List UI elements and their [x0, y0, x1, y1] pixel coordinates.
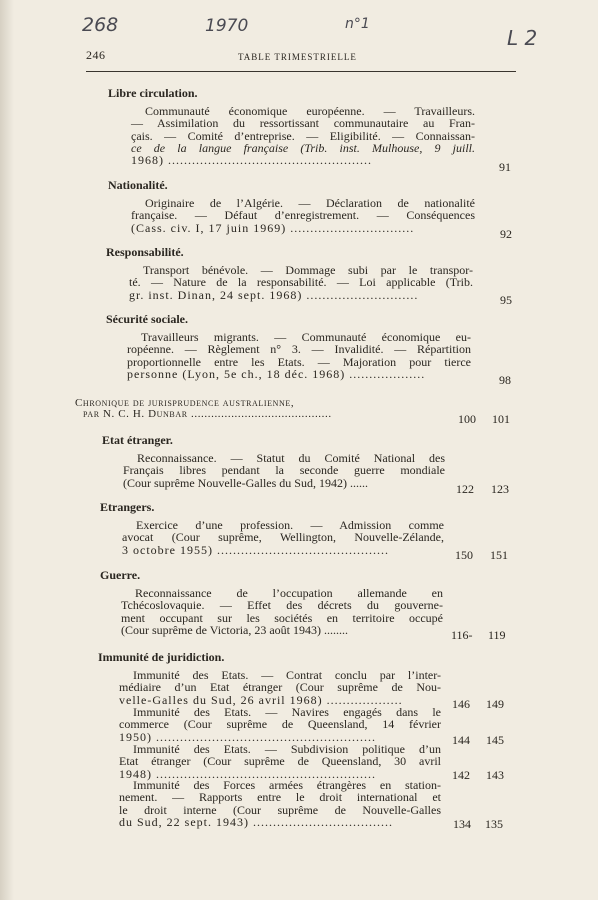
page-ref: 92 — [500, 227, 512, 241]
page-ref-end: 143 — [486, 768, 504, 782]
entry-line: (Cour suprême de Victoria, 23 août 1943) ........ — [121, 622, 349, 637]
entry-line: le droit interne (Cour suprême de Nouvelle-Galles — [119, 802, 441, 817]
entry-line: Communauté économique européenne. — Travailleurs. — [145, 104, 475, 118]
chronicle-title — [75, 398, 332, 420]
entry-line: gr. inst. Dinan, 24 sept. 1968) ............................ — [129, 287, 419, 302]
section-heading-guerre: Guerre. — [100, 568, 141, 582]
chronicle-line: Chronique de jurisprudence australienne, — [75, 397, 295, 409]
entry-line: 1950) ....................................................... — [119, 729, 376, 744]
page-ref-end: 149 — [486, 697, 504, 711]
entry-line: çais. — Comité d’entreprise. — Eligibilité. — Connaissan- — [131, 128, 475, 143]
entry-line: Tchécoslovaquie. — Effet des décrets du gouverne- — [121, 598, 443, 613]
handwritten-note-year: 1970 — [205, 16, 249, 36]
entry-securite-sociale — [127, 331, 471, 380]
entry-line: ropéenne. — Règlement n° 3. — Invalidité. — Répartition — [127, 342, 471, 357]
entry-responsabilite — [129, 264, 473, 301]
page-ref-end: 145 — [486, 733, 504, 747]
section-heading-immunite-de-juridiction: Immunité de juridiction. — [98, 650, 225, 664]
entry-line: nement. — Rapports entre le droit international et — [119, 790, 441, 805]
handwritten-note-l2: L 2 — [507, 26, 538, 50]
page-ref-start: 122 — [456, 482, 474, 496]
entry-line: Immunité des Etats. — Navires engagés dans le — [133, 705, 441, 719]
entry-immunite-2 — [119, 706, 441, 743]
page-ref-start: 144 — [452, 733, 470, 747]
entry-line: Originaire de l’Algérie. — Déclaration de nationalité — [145, 196, 475, 210]
entry-line: té. — Nature de la responsabilité. — Loi applicable (Trib. — [129, 275, 473, 290]
entry-line: — Assimilation du ressortissant communautaire au Fran- — [131, 116, 475, 131]
entry-line: ce de la langue française (Trib. inst. Mulhouse, 9 juill. — [131, 140, 475, 155]
section-heading-libre-circulation: Libre circulation. — [108, 86, 198, 100]
entry-line: ment occupant sur les sociétés en territoire occupé — [121, 610, 443, 625]
page-ref: 95 — [500, 293, 512, 307]
entry-line: Français libres pendant la seconde guerre mondiale — [123, 463, 445, 478]
entry-line: 1948) ....................................................... — [119, 766, 376, 781]
section-heading-etrangers: Etrangers. — [100, 500, 155, 514]
entry-line: Immunité des Etats. — Subdivision politique d’un — [133, 742, 441, 756]
page-ref-start: 100 — [458, 412, 476, 426]
entry-immunite-4 — [119, 779, 441, 828]
page-ref-start: 146 — [452, 697, 470, 711]
entry-etat-etranger — [123, 452, 445, 489]
entry-line: Reconnaissance de l’occupation allemande en — [135, 586, 443, 600]
entry-line: médiaire d’un Etat étranger (Cour suprême de Nou- — [119, 680, 441, 695]
entry-line: Reconnaissance. — Statut du Comité National des — [137, 451, 445, 465]
page-number: 246 — [86, 48, 106, 62]
page-ref-start: 116- — [451, 628, 473, 642]
entry-line: (Cour suprême Nouvelle-Galles du Sud, 1942) ...... — [123, 475, 368, 490]
entry-line: Exercice d’une profession. — Admission comme — [136, 518, 444, 532]
entry-immunite-3 — [119, 743, 441, 780]
page-ref-end: 135 — [485, 817, 503, 831]
entry-line: proportionnelle entre les Etats. — Majoration pour tierce — [127, 354, 471, 369]
page-ref-end: 123 — [491, 482, 509, 496]
page-ref-end: 119 — [488, 628, 506, 642]
entry-line: personne (Lyon, 5e ch., 18 déc. 1968) ................... — [127, 366, 426, 381]
entry-etrangers — [122, 519, 444, 556]
section-heading-securite-sociale: Sécurité sociale. — [106, 312, 188, 326]
page-ref-end: 101 — [492, 412, 510, 426]
entry-line: Etat étranger (Cour suprême de Queensland, 30 avril — [119, 754, 441, 769]
entry-line: commerce (Cour suprême de Queensland, 14 février — [119, 717, 441, 732]
entry-line: 3 octobre 1955) ........................................... — [122, 542, 389, 557]
page-ref-start: 134 — [453, 817, 471, 831]
running-title: TABLE TRIMESTRIELLE — [238, 52, 357, 62]
entry-libre-circulation — [131, 105, 475, 166]
entry-guerre — [121, 587, 443, 636]
entry-line: avocat (Cour suprême, Wellington, Nouvelle-Zélande, — [122, 530, 444, 545]
section-heading-nationalite: Nationalité. — [108, 178, 168, 192]
handwritten-note-268: 268 — [82, 14, 119, 36]
page-ref-start: 142 — [452, 768, 470, 782]
chronicle-author-line: par N. C. H. Dunbar .......................................... — [83, 408, 332, 420]
entry-line: (Cass. civ. I, 17 juin 1969) ............................... — [131, 220, 415, 235]
entry-line: Immunité des Forces armées étrangères en station- — [133, 778, 441, 792]
page-ref-end: 151 — [490, 548, 508, 562]
page-ref: 91 — [499, 160, 511, 174]
entry-nationalite — [131, 197, 475, 234]
page-ref: 98 — [499, 373, 511, 387]
header-rule — [86, 71, 516, 72]
page-ref-start: 150 — [455, 548, 473, 562]
entry-line: Immunité des Etats. — Contrat conclu par l’inter- — [133, 668, 441, 682]
entry-line: Transport bénévole. — Dommage subi par le transpor- — [143, 263, 473, 277]
entry-line: Travailleurs migrants. — Communauté économique eu- — [141, 330, 471, 344]
handwritten-note-number: n°1 — [345, 16, 370, 32]
entry-immunite-1 — [119, 669, 441, 706]
entry-line: 1968) ................................................... — [131, 153, 372, 168]
section-heading-responsabilite: Responsabilité. — [106, 245, 184, 259]
entry-line: velle-Galles du Sud, 26 avril 1968) ................... — [119, 692, 403, 707]
entry-line: du Sud, 22 sept. 1943) ................................... — [119, 814, 393, 829]
section-heading-etat-etranger: Etat étranger. — [102, 433, 173, 447]
entry-line: française. — Défaut d’enregistrement. — Conséquences — [131, 208, 475, 223]
